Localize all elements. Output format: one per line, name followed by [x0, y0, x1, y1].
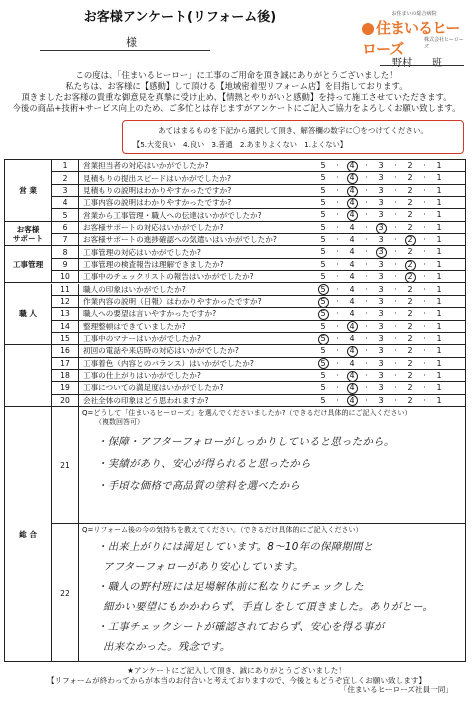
footer: [0, 666, 473, 695]
rating-option[interactable]: 3: [378, 358, 384, 368]
rating-option[interactable]: 1: [436, 346, 442, 356]
rating-separator: ·: [336, 296, 339, 306]
rating-separator: ·: [365, 173, 368, 183]
rating-option[interactable]: 2: [407, 284, 413, 294]
question-number: 9: [52, 259, 79, 271]
rating-separator: ·: [423, 358, 426, 368]
rating-option[interactable]: 2: [407, 272, 413, 282]
rating-option[interactable]: 1: [436, 161, 442, 170]
rating-separator: ·: [365, 259, 368, 269]
rating-option[interactable]: 1: [436, 395, 442, 405]
question-text: 初回の電話や来店時の対応はいかがでしたか?: [83, 346, 239, 356]
rating-option[interactable]: 1: [436, 370, 442, 380]
rating-option[interactable]: 5: [320, 161, 326, 170]
rating-separator: ·: [365, 395, 368, 405]
rating-option[interactable]: 2: [407, 296, 413, 306]
rating-option[interactable]: 2: [407, 309, 413, 319]
rating-separator: ·: [394, 333, 397, 343]
category-cell: 営 業: [5, 160, 52, 222]
rating-option[interactable]: 1: [436, 173, 442, 183]
rating-separator: ·: [394, 198, 397, 208]
rating-option[interactable]: 4: [349, 296, 355, 306]
rating-separator: ·: [336, 395, 339, 405]
selected-rating-circle: [405, 260, 416, 271]
rating-option[interactable]: 2: [407, 346, 413, 356]
selected-rating-circle: [347, 395, 358, 406]
rating-option[interactable]: 2: [407, 383, 413, 393]
rating-option[interactable]: 5: [320, 383, 326, 393]
rating-option[interactable]: 5: [320, 358, 326, 368]
category-cell: 職 人: [5, 284, 52, 346]
rating-option[interactable]: 4: [349, 395, 355, 405]
rating-option[interactable]: 4: [349, 272, 355, 282]
handwritten-answer-line: アフターフォローがあり安心しています。: [103, 561, 304, 573]
rating-separator: ·: [365, 222, 368, 232]
selected-rating-circle: [347, 210, 358, 221]
rating-option[interactable]: 5: [320, 185, 326, 195]
question-number: 6: [52, 222, 79, 234]
question-prompt-note: （複数回答可）: [95, 418, 144, 426]
question-text: 見積もりの提出スピードはいかがでしたか?: [83, 173, 232, 183]
rating-option[interactable]: 5: [320, 198, 326, 208]
rating-separator: ·: [336, 198, 339, 208]
rating-option[interactable]: 1: [436, 309, 442, 319]
rating-option[interactable]: 2: [407, 161, 413, 170]
rating-separator: ·: [394, 346, 397, 356]
question-text: お客様サポートの進捗確認への気遣いはいかがでしたか?: [83, 235, 277, 245]
rating-separator: ·: [365, 309, 368, 319]
rating-option[interactable]: 4: [349, 185, 355, 195]
rating-separator: ·: [423, 383, 426, 393]
rating-option[interactable]: 2: [407, 358, 413, 368]
rating-separator: ·: [423, 259, 426, 269]
handwritten-answer-line: ・出来上がりには満足しています。8〜10年の保障期間と: [97, 541, 374, 553]
rating-separator: ·: [394, 383, 397, 393]
question-number: 1: [52, 160, 79, 172]
rating-option[interactable]: 2: [407, 370, 413, 380]
question-text: 職人の印象はいかがでしたか?: [83, 284, 186, 294]
selected-rating-circle: [347, 186, 358, 197]
rating-separator: ·: [394, 247, 397, 257]
rating-separator: ·: [365, 333, 368, 343]
handwritten-answer-line: ・職人の野村班には足場解体前に私なりにチェックした: [97, 581, 364, 593]
rating-separator: ·: [336, 210, 339, 220]
rating-separator: ·: [336, 321, 339, 331]
rating-separator: ·: [336, 309, 339, 319]
rating-separator: ·: [394, 370, 397, 380]
rating-separator: ·: [336, 346, 339, 356]
selected-rating-circle: [347, 198, 358, 209]
question-text: 作業内容の説明（日報）はわかりやすかったですか?: [83, 297, 262, 307]
rating-option[interactable]: 1: [436, 185, 442, 195]
rating-option[interactable]: 4: [349, 198, 355, 208]
rating-separator: ·: [394, 161, 397, 170]
honorific-label: 様: [126, 36, 137, 49]
rating-option[interactable]: 2: [407, 321, 413, 331]
handwritten-answer-line: 出来なかった。残念です。: [103, 641, 231, 653]
rating-separator: ·: [423, 185, 426, 195]
rating-separator: ·: [423, 296, 426, 306]
rating-separator: ·: [423, 222, 426, 232]
question-text: 工事の仕上がりはいかがでしたか?: [83, 371, 201, 381]
rating-option[interactable]: 1: [436, 222, 442, 232]
rating-option[interactable]: 3: [378, 210, 384, 220]
rating-option[interactable]: 2: [407, 235, 413, 245]
selected-rating-circle: [318, 334, 329, 345]
customer-name-field[interactable]: [40, 36, 210, 51]
rating-separator: ·: [336, 333, 339, 343]
rating-separator: ·: [336, 161, 339, 170]
rating-separator: ·: [394, 222, 397, 232]
selected-rating-circle: [347, 161, 358, 172]
question-number: 13: [52, 308, 79, 320]
rating-option[interactable]: 4: [349, 309, 355, 319]
rating-option[interactable]: 3: [378, 321, 384, 331]
staff-label: 野村 班: [392, 58, 442, 69]
rating-separator: ·: [365, 284, 368, 294]
rating-separator: ·: [394, 272, 397, 282]
rating-separator: ·: [365, 370, 368, 380]
instructions-line1: あてはまるものを下記から選択して頂き、解答欄の数字に〇をつけてください。: [158, 126, 428, 135]
rating-option[interactable]: 4: [349, 259, 355, 269]
logo-name: 住まいるヒーローズ: [362, 19, 460, 58]
handwritten-answer-line: ・実績があり、安心が得られると思ったから: [97, 458, 311, 470]
rating-separator: ·: [365, 185, 368, 195]
rating-option[interactable]: 5: [320, 259, 326, 269]
selected-rating-circle: [318, 297, 329, 308]
question-text: 見積もりの説明はわかりやすかったですか?: [83, 185, 232, 195]
rating-option[interactable]: 1: [436, 210, 442, 220]
rating-option[interactable]: 1: [436, 296, 442, 306]
selected-rating-circle: [318, 309, 329, 320]
rating-separator: ·: [394, 235, 397, 245]
rating-option[interactable]: 2: [407, 222, 413, 232]
selected-rating-circle: [347, 173, 358, 184]
footer-signature: 「住まいるヒーローズ社員一同」: [339, 685, 453, 694]
rating-separator: ·: [394, 296, 397, 306]
rating-option[interactable]: 4: [349, 284, 355, 294]
handwritten-answer-line: ・手頃な価格で高品質の塗料を選べたから: [97, 480, 301, 492]
question-number: 7: [52, 234, 79, 246]
question-prompt: Q=リフォーム後の今の気持ちを教えてください。（できるだけ具体的にご記入ください）: [82, 526, 363, 534]
question-number: 2: [52, 172, 79, 184]
question-text: 整理整頓はできていましたか?: [83, 321, 186, 331]
rating-option[interactable]: 5: [320, 247, 326, 257]
rating-option[interactable]: 5: [320, 346, 326, 356]
rating-separator: ·: [336, 235, 339, 245]
rating-option[interactable]: 2: [407, 210, 413, 220]
question-number: 15: [52, 333, 79, 345]
selected-rating-circle: [347, 371, 358, 382]
rating-option[interactable]: 5: [320, 284, 326, 294]
rating-separator: ·: [365, 321, 368, 331]
category-cell: 工事管理: [5, 246, 52, 283]
rating-separator: ·: [394, 173, 397, 183]
rating-option[interactable]: 5: [320, 321, 326, 331]
rating-option[interactable]: 3: [378, 247, 384, 257]
rating-option[interactable]: 3: [378, 383, 384, 393]
rating-option[interactable]: 3: [378, 222, 384, 232]
category-cell: 総 合: [5, 407, 52, 662]
rating-separator: ·: [423, 173, 426, 183]
rating-option[interactable]: 2: [407, 185, 413, 195]
rating-separator: ·: [394, 358, 397, 368]
question-number: 21: [52, 407, 79, 524]
rating-separator: ·: [423, 346, 426, 356]
question-number: 5: [52, 209, 79, 221]
question-text: 工事着色（内容とのバランス）はいかがでしたか?: [83, 358, 254, 368]
question-text: 営業から工事管理・職人への伝達はいかがでしたか?: [83, 210, 262, 220]
rating-separator: ·: [365, 296, 368, 306]
selected-rating-circle: [376, 247, 387, 258]
rating-separator: ·: [365, 161, 368, 170]
staff-field: [380, 65, 464, 66]
rating-option[interactable]: 3: [378, 198, 384, 208]
rating-separator: ·: [336, 370, 339, 380]
rating-option[interactable]: 3: [378, 370, 384, 380]
question-number: 12: [52, 296, 79, 308]
rating-separator: ·: [336, 358, 339, 368]
question-text: 工事管理の検査報告は理解できましたか?: [83, 259, 224, 269]
question-text: 営業担当者の対応はいかがでしたか?: [83, 161, 209, 171]
rating-separator: ·: [336, 383, 339, 393]
rating-separator: ·: [423, 321, 426, 331]
rating-option[interactable]: 4: [349, 161, 355, 170]
handwritten-answer-line: ・工事チェックシートが確認されておらず、安心を得る事が: [97, 621, 385, 633]
selected-rating-circle: [405, 235, 416, 246]
logo-company: 株式会社ヒーローズ: [424, 37, 464, 50]
rating-option[interactable]: 1: [436, 235, 442, 245]
selected-rating-circle: [318, 358, 329, 369]
question-number: 14: [52, 321, 79, 333]
rating-separator: ·: [365, 346, 368, 356]
rating-option[interactable]: 5: [320, 210, 326, 220]
rating-option[interactable]: 1: [436, 247, 442, 257]
rating-option[interactable]: 2: [407, 333, 413, 343]
rating-option[interactable]: 2: [407, 173, 413, 183]
rating-option[interactable]: 2: [407, 395, 413, 405]
rating-option[interactable]: 5: [320, 370, 326, 380]
question-number: 20: [52, 395, 79, 407]
rating-separator: ·: [423, 395, 426, 405]
rating-separator: ·: [423, 210, 426, 220]
rating-option[interactable]: 5: [320, 309, 326, 319]
rating-option[interactable]: 5: [320, 395, 326, 405]
rating-option[interactable]: 4: [349, 210, 355, 220]
rating-separator: ·: [336, 185, 339, 195]
rating-option[interactable]: 3: [378, 296, 384, 306]
handwritten-answer-line: ・保障・アフターフォローがしっかりしていると思ったから。: [97, 436, 395, 448]
rating-separator: ·: [423, 370, 426, 380]
rating-option[interactable]: 3: [378, 333, 384, 343]
house-icon: [362, 23, 374, 35]
rating-option[interactable]: 1: [436, 198, 442, 208]
rating-separator: ·: [423, 247, 426, 257]
rating-option[interactable]: 4: [349, 346, 355, 356]
category-cell: [5, 345, 52, 407]
rating-separator: ·: [423, 235, 426, 245]
question-number: 18: [52, 370, 79, 382]
rating-option[interactable]: 3: [378, 235, 384, 245]
rating-option[interactable]: 3: [378, 309, 384, 319]
instructions-box: [122, 120, 464, 154]
question-number: 22: [52, 524, 79, 662]
question-number: 17: [52, 358, 79, 370]
rating-separator: ·: [394, 259, 397, 269]
rating-separator: ·: [336, 247, 339, 257]
rating-separator: ·: [394, 321, 397, 331]
rating-option[interactable]: 1: [436, 358, 442, 368]
rating-separator: ·: [336, 173, 339, 183]
question-text: 工事内容の説明はわかりやすかったですか?: [83, 198, 232, 208]
rating-separator: ·: [394, 210, 397, 220]
rating-option[interactable]: 3: [378, 272, 384, 282]
rating-option[interactable]: 3: [378, 346, 384, 356]
rating-option[interactable]: 1: [436, 259, 442, 269]
selected-rating-circle: [405, 272, 416, 283]
rating-option[interactable]: 4: [349, 358, 355, 368]
rating-option[interactable]: 5: [320, 333, 326, 343]
footer-message: 【リフォームが終わってからが本当のお付合いと考えておりますので、今後ともどうぞ宜しくお願い致します】: [46, 675, 427, 685]
rating-separator: ·: [394, 185, 397, 195]
rating-option[interactable]: 3: [378, 284, 384, 294]
rating-option[interactable]: 4: [349, 383, 355, 393]
rating-option[interactable]: 2: [407, 247, 413, 257]
question-text: 職人への要望は言いやすかったですか?: [83, 309, 217, 319]
company-logo: [362, 10, 466, 58]
rating-option[interactable]: 4: [349, 173, 355, 183]
rating-option[interactable]: 1: [436, 284, 442, 294]
rating-option[interactable]: 1: [436, 321, 442, 331]
rating-separator: ·: [394, 395, 397, 405]
rating-separator: ·: [336, 259, 339, 269]
question-number: 8: [52, 246, 79, 258]
rating-option[interactable]: 2: [407, 259, 413, 269]
selected-rating-circle: [318, 284, 329, 295]
rating-separator: ·: [365, 210, 368, 220]
rating-option[interactable]: 5: [320, 222, 326, 232]
footer-thanks: ★アンケートにご記入して頂き、誠にありがとうございました！: [127, 666, 346, 675]
rating-option[interactable]: 2: [407, 198, 413, 208]
question-text: 会社全体の印象はどう思われますか?: [83, 395, 209, 405]
rating-separator: ·: [336, 272, 339, 282]
question-text: 工事についての満足度はいかがでしたか?: [83, 383, 224, 393]
selected-rating-circle: [376, 223, 387, 234]
rating-separator: ·: [423, 309, 426, 319]
question-number: 3: [52, 185, 79, 197]
question-number: 4: [52, 197, 79, 209]
selected-rating-circle: [347, 383, 358, 394]
intro-text: この度は、「住まいるヒーロー」に工事のご用命を頂き誠にありがとうございました！ 私たちは、お客様に【感動】して頂ける【地域密着型リフォーム店】を目指しております。 頂きましたお客様の貴重な御意見を真摯に受け止め、【情熱とやりがいと感動】を持って施工させていただきます。 今後の商品+技術+サービス向上のため、ご多忙とは存じますがアンケートにご記入ご協力をよろしくお願い致します。: [12, 70, 461, 113]
rating-option[interactable]: 3: [378, 185, 384, 195]
question-number: 19: [52, 382, 79, 394]
rating-separator: ·: [423, 272, 426, 282]
survey-table: [4, 159, 466, 662]
logo-tagline: お住まいの総合病院: [391, 11, 437, 17]
rating-option[interactable]: 4: [349, 235, 355, 245]
rating-option[interactable]: 4: [349, 370, 355, 380]
rating-option[interactable]: 4: [349, 222, 355, 232]
handwritten-answer-line: 細かい要望にもかかわらず、手直しをして頂きました。ありがとー。: [103, 601, 434, 613]
rating-separator: ·: [365, 358, 368, 368]
rating-separator: ·: [394, 284, 397, 294]
rating-separator: ·: [365, 235, 368, 245]
rating-separator: ·: [336, 222, 339, 232]
question-text: 工事中のチェックリストの報告はいかがでしたか?: [83, 272, 254, 282]
rating-option[interactable]: 4: [349, 333, 355, 343]
rating-option[interactable]: 1: [436, 272, 442, 282]
rating-option[interactable]: 4: [349, 321, 355, 331]
instructions-scale: 【5.大変良い 4.良い 3.普通 2.あまりよくない 1.よくない】: [133, 140, 347, 149]
rating-option[interactable]: 5: [320, 272, 326, 282]
rating-option[interactable]: 1: [436, 383, 442, 393]
rating-option[interactable]: 3: [378, 395, 384, 405]
question-number: 11: [52, 284, 79, 296]
rating-separator: ·: [365, 198, 368, 208]
rating-separator: ·: [394, 309, 397, 319]
rating-separator: ·: [423, 333, 426, 343]
rating-separator: ·: [365, 383, 368, 393]
rating-option[interactable]: 3: [378, 173, 384, 183]
rating-option[interactable]: 5: [320, 173, 326, 183]
rating-separator: ·: [423, 198, 426, 208]
rating-option[interactable]: 5: [320, 296, 326, 306]
selected-rating-circle: [347, 321, 358, 332]
rating-option[interactable]: 3: [378, 259, 384, 269]
rating-separator: ·: [336, 284, 339, 294]
question-text: 工事管理の対応はいかがでしたか?: [83, 247, 201, 257]
rating-separator: ·: [365, 272, 368, 282]
question-number: 10: [52, 271, 79, 283]
question-prompt: Q=どうして「住まいるヒーローズ」を選んでくださいましたか?（できるだけ具体的にご記入ください）: [82, 409, 412, 417]
question-text: お客様サポートの対応はいかがでしたか?: [83, 222, 224, 232]
selected-rating-circle: [347, 346, 358, 357]
question-text: 工事中のマナーはいかがでしたか?: [83, 334, 201, 344]
rating-option[interactable]: 3: [378, 161, 384, 170]
rating-separator: ·: [423, 161, 426, 170]
rating-option[interactable]: 1: [436, 333, 442, 343]
page-title: お客様アンケート(リフォーム後): [83, 10, 277, 25]
rating-separator: ·: [423, 284, 426, 294]
rating-option[interactable]: 5: [320, 235, 326, 245]
rating-option[interactable]: 4: [349, 247, 355, 257]
question-number: 16: [52, 345, 79, 357]
category-cell: お客様 サポート: [5, 222, 52, 247]
rating-separator: ·: [365, 247, 368, 257]
